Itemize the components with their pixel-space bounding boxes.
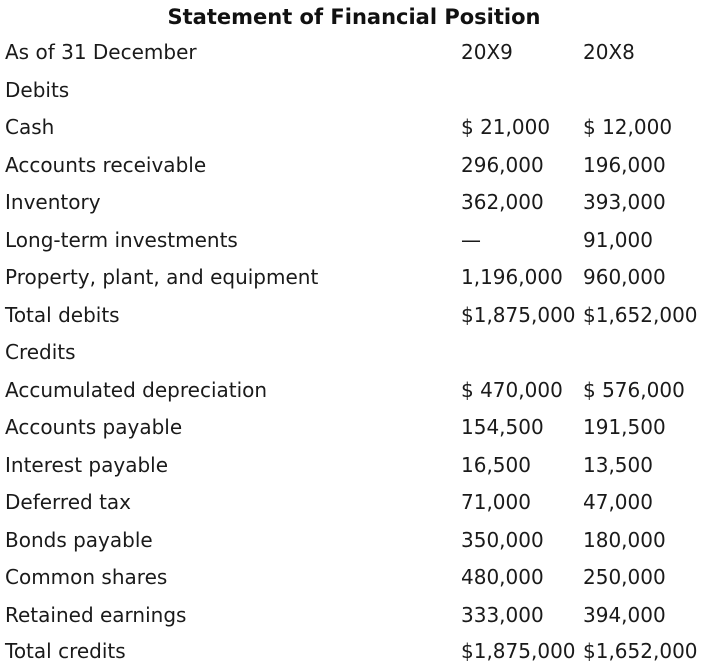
row-value-20x8: 394,000: [583, 603, 666, 627]
row-value-20x9: 154,500: [461, 415, 544, 439]
row-label: Interest payable: [5, 453, 169, 477]
table-row: [0, 109, 716, 146]
row-value-20x8: 180,000: [583, 528, 666, 552]
statement-title: Statement of Financial Position: [167, 5, 541, 29]
row-label: Accounts receivable: [5, 153, 207, 177]
table-row: [0, 372, 716, 409]
header-label: As of 31 December: [5, 40, 197, 64]
row-value-20x9: 71,000: [461, 490, 531, 514]
row-value-20x9: $ 470,000: [461, 378, 563, 402]
row-value-20x9: 350,000: [461, 528, 544, 552]
table-row: [0, 409, 716, 446]
table-row: [0, 222, 716, 259]
row-value-20x9: —: [461, 228, 481, 252]
row-value-20x8: $1,652,000: [583, 639, 698, 663]
row-value-20x8: 196,000: [583, 153, 666, 177]
row-value-20x9: $ 21,000: [461, 115, 551, 139]
row-value-20x8: 91,000: [583, 228, 653, 252]
row-label: Bonds payable: [5, 528, 153, 552]
row-label: Total debits: [5, 303, 120, 327]
table-row: [0, 484, 716, 521]
row-value-20x8: 13,500: [583, 453, 653, 477]
section-label: Credits: [5, 340, 76, 364]
row-value-20x8: $ 12,000: [583, 115, 673, 139]
header-row: [0, 34, 716, 71]
row-value-20x9: 296,000: [461, 153, 544, 177]
table-row: [0, 597, 716, 634]
row-label: Total credits: [5, 639, 126, 663]
row-value-20x8: 47,000: [583, 490, 653, 514]
row-label: Cash: [5, 115, 55, 139]
section-label: Debits: [5, 78, 70, 102]
table-row: [0, 522, 716, 559]
row-value-20x9: 16,500: [461, 453, 531, 477]
row-value-20x9: 362,000: [461, 190, 544, 214]
row-value-20x9: 333,000: [461, 603, 544, 627]
row-label: Inventory: [5, 190, 101, 214]
row-value-20x9: $1,875,000: [461, 303, 576, 327]
row-label: Accumulated depreciation: [5, 378, 268, 402]
row-value-20x8: 393,000: [583, 190, 666, 214]
row-value-20x8: $ 576,000: [583, 378, 685, 402]
row-label: Common shares: [5, 565, 168, 589]
total-row: [0, 297, 716, 334]
table-row: [0, 447, 716, 484]
header-year-20x8: 20X8: [583, 40, 635, 64]
row-value-20x9: $1,875,000: [461, 639, 576, 663]
row-value-20x8: 960,000: [583, 265, 666, 289]
section-credits: [0, 334, 716, 371]
row-label: Deferred tax: [5, 490, 131, 514]
total-row: [0, 633, 716, 670]
table-row: [0, 184, 716, 221]
row-value-20x9: 480,000: [461, 565, 544, 589]
table-row: [0, 259, 716, 296]
row-value-20x8: $1,652,000: [583, 303, 698, 327]
row-label: Retained earnings: [5, 603, 187, 627]
row-value-20x9: 1,196,000: [461, 265, 563, 289]
row-value-20x8: 191,500: [583, 415, 666, 439]
row-label: Long-term investments: [5, 228, 238, 252]
row-value-20x8: 250,000: [583, 565, 666, 589]
row-label: Property, plant, and equipment: [5, 265, 319, 289]
row-label: Accounts payable: [5, 415, 183, 439]
header-year-20x9: 20X9: [461, 40, 513, 64]
table-row: [0, 147, 716, 184]
table-row: [0, 559, 716, 596]
section-debits: [0, 72, 716, 109]
